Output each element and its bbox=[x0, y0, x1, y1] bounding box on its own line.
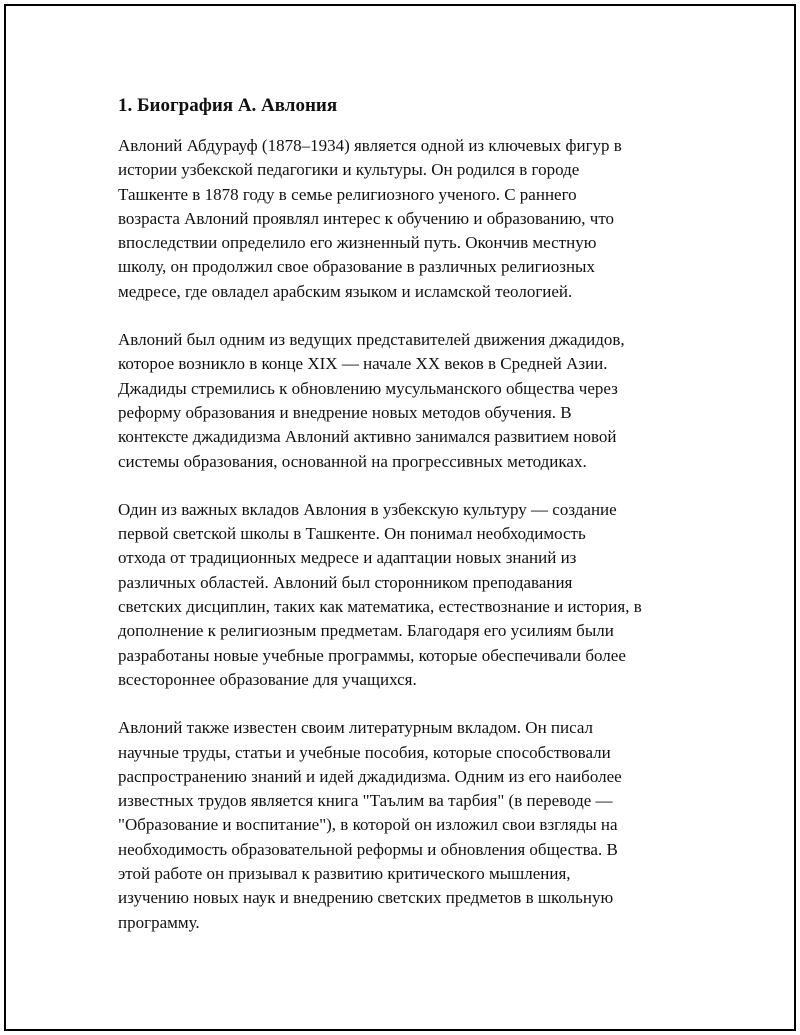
text-line: первой светской школы в Ташкенте. Он понимал необходимость bbox=[118, 524, 586, 544]
text-line: которое возникло в конце XIX — начале XX веков в Средней Азии. bbox=[118, 354, 608, 374]
paragraph-4 bbox=[118, 716, 698, 935]
text-line: различных областей. Авлоний был сторонником преподавания bbox=[118, 572, 573, 592]
section-heading: 1. Биография А. Авлония bbox=[118, 95, 338, 116]
text-line: системы образования, основанной на прогрессивных методиках. bbox=[118, 451, 587, 471]
text-line: этой работе он призывал к развитию критического мышления, bbox=[118, 864, 571, 884]
text-line: Авлоний также известен своим литературным вкладом. Он писал bbox=[118, 718, 594, 738]
text-line: контексте джадидизма Авлоний активно занимался развитием новой bbox=[118, 427, 617, 447]
document-body bbox=[118, 94, 698, 959]
text-line: медресе, где овладел арабским языком и исламской теологией. bbox=[118, 281, 573, 301]
text-line: Авлоний Абдурауф (1878–1934) является одной из ключевых фигур в bbox=[118, 136, 622, 155]
text-line: впоследствии определило его жизненный путь. Окончив местную bbox=[118, 233, 597, 253]
text-line: изучению новых наук и внедрению светских предметов в школьную bbox=[118, 888, 614, 908]
text-line: светских дисциплин, таких как математика, естествознание и история, в bbox=[118, 597, 642, 617]
paragraph-2 bbox=[118, 328, 698, 474]
text-line: Джадиды стремились к обновлению мусульманского общества через bbox=[118, 378, 618, 398]
text-line: школу, он продолжил свое образование в различных религиозных bbox=[118, 257, 595, 277]
text-line: необходимость образовательной реформы и обновления общества. В bbox=[118, 839, 618, 859]
paragraph-1 bbox=[118, 134, 698, 304]
paragraph-3 bbox=[118, 498, 698, 692]
text-line: распространению знаний и идей джадидизма. Одним из его наиболее bbox=[118, 766, 622, 786]
text-line: всестороннее образование для учащихся. bbox=[118, 669, 417, 689]
text-line: известных трудов является книга "Таълим ва тарбия" (в переводе — bbox=[118, 791, 613, 811]
text-line: Один из важных вкладов Авлония в узбекскую культуру — создание bbox=[118, 499, 617, 519]
text-line: Авлоний был одним из ведущих представителей движения джадидов, bbox=[118, 330, 625, 350]
text-line: научные труды, статьи и учебные пособия, которые способствовали bbox=[118, 742, 611, 762]
text-line: истории узбекской педагогики и культуры. Он родился в городе bbox=[118, 160, 580, 180]
text-line: "Образование и воспитание"), в которой он изложил свои взгляды на bbox=[118, 815, 618, 835]
text-line: Ташкенте в 1878 году в семье религиозного ученого. С раннего bbox=[118, 184, 577, 204]
text-line: возраста Авлоний проявлял интерес к обучению и образованию, что bbox=[118, 208, 615, 228]
text-line: реформу образования и внедрение новых методов обучения. В bbox=[118, 402, 572, 422]
text-line: программу. bbox=[118, 912, 200, 932]
text-line: отхода от традиционных медресе и адаптации новых знаний из bbox=[118, 548, 577, 568]
text-line: дополнение к религиозным предметам. Благодаря его усилиям были bbox=[118, 621, 614, 641]
text-line: разработаны новые учебные программы, которые обеспечивали более bbox=[118, 645, 626, 665]
